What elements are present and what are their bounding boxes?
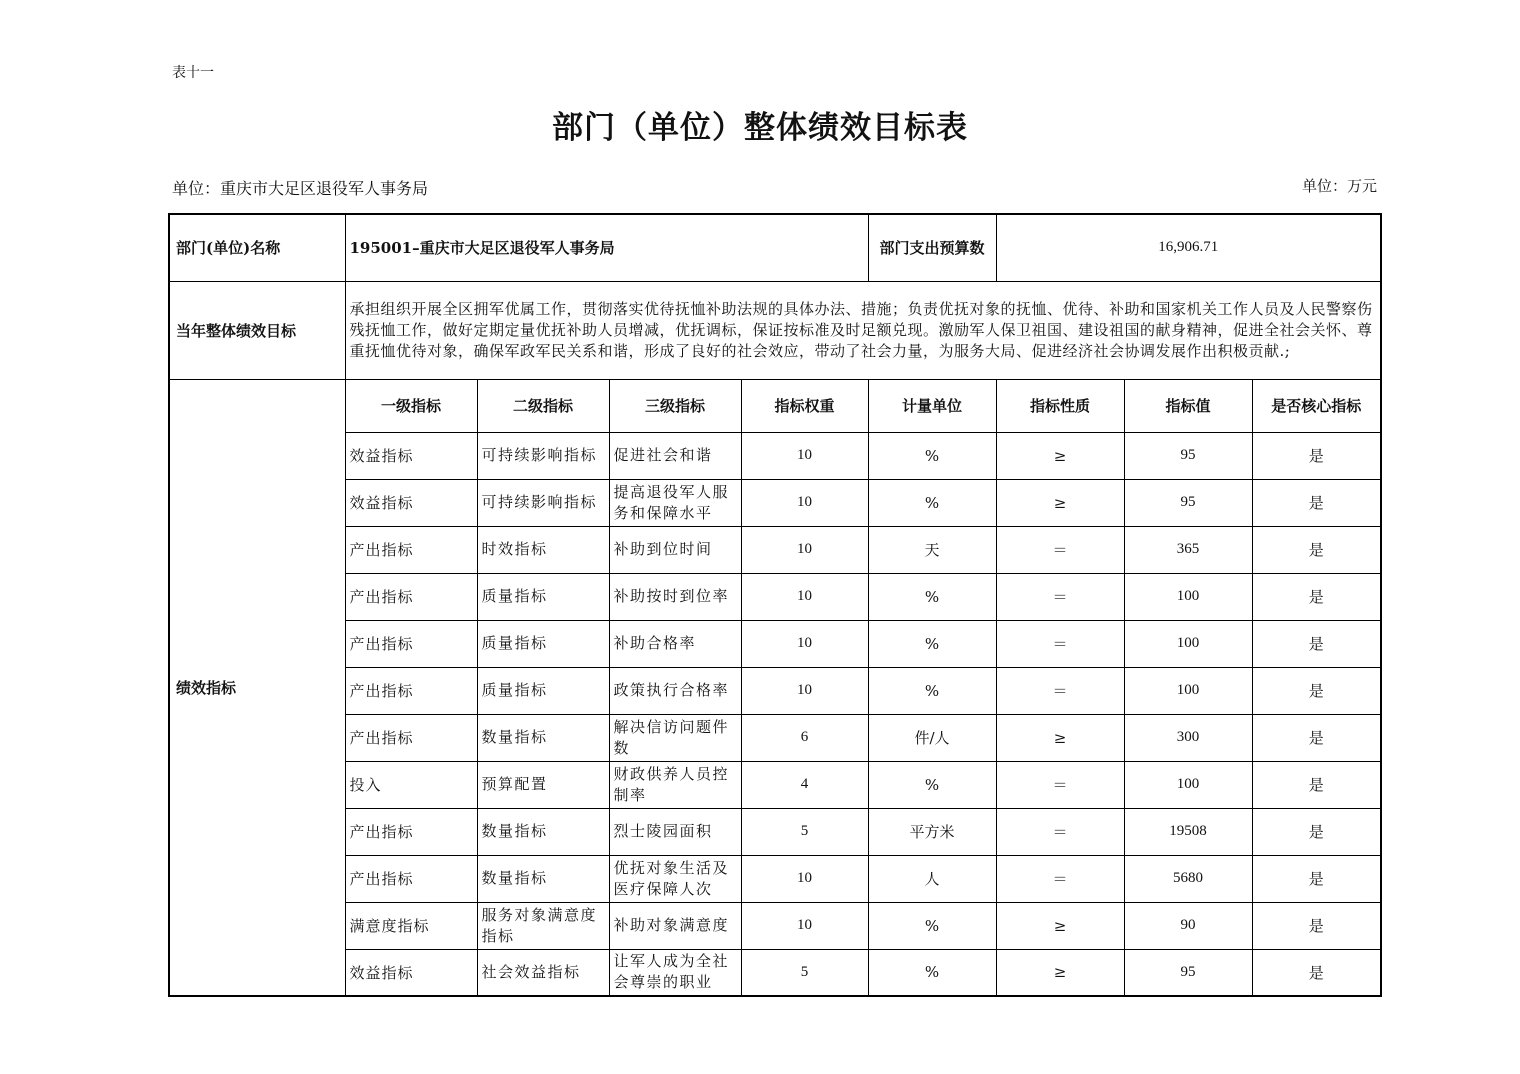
- indicator-core: 是: [1252, 949, 1381, 996]
- indicator-value: 100: [1124, 573, 1252, 620]
- indicator-level3: 烈士陵园面积: [609, 808, 741, 855]
- indicator-level3: 政策执行合格率: [609, 667, 741, 714]
- indicator-unit: 人: [868, 855, 996, 902]
- indicator-unit: %: [868, 761, 996, 808]
- indicator-value: 5680: [1124, 855, 1252, 902]
- indicator-core: 是: [1252, 855, 1381, 902]
- unit-currency: 单位：万元: [1301, 177, 1377, 195]
- indicator-value: 90: [1124, 902, 1252, 949]
- indicator-weight: 10: [741, 620, 868, 667]
- indicator-level1: 投入: [345, 761, 477, 808]
- indicator-nature: ＝: [996, 761, 1124, 808]
- goal-text: 承担组织开展全区拥军优属工作，贯彻落实优待抚恤补助法规的具体办法、措施；负责优抚对象的抚恤、优待、补助和国家机关工作人员及人民警察伤残抚恤工作，做好定期定量优抚补助人员增减，优抚调标，保证按标准及时足额兑现。激励军人保卫祖国、建设祖国的献身精神，促进全社会关怀、尊重抚恤优待对象，确保军政军民关系和谐，形成了良好的社会效应，带动了社会力量，为服务大局、促进经济社会协调发展作出积极贡献.;: [345, 281, 1381, 379]
- indicator-weight: 10: [741, 479, 868, 526]
- dept-name-label: 部门(单位)名称: [169, 214, 345, 281]
- indicator-level1: 产出指标: [345, 620, 477, 667]
- indicator-value: 95: [1124, 479, 1252, 526]
- indicator-value: 95: [1124, 949, 1252, 996]
- table-row: [169, 573, 1381, 620]
- indicator-core: 是: [1252, 526, 1381, 573]
- indicator-weight: 10: [741, 573, 868, 620]
- indicator-nature: ≥: [996, 949, 1124, 996]
- table-row: [169, 855, 1381, 902]
- indicator-level3: 补助按时到位率: [609, 573, 741, 620]
- indicator-level3: 补助合格率: [609, 620, 741, 667]
- table-row: [169, 761, 1381, 808]
- indicator-core: 是: [1252, 808, 1381, 855]
- indicator-unit: %: [868, 573, 996, 620]
- indicator-level1: 产出指标: [345, 573, 477, 620]
- indicator-level2: 预算配置: [477, 761, 609, 808]
- indicator-core: 是: [1252, 902, 1381, 949]
- indicator-value: 300: [1124, 714, 1252, 761]
- table-row: [169, 526, 1381, 573]
- indicator-unit: 件/人: [868, 714, 996, 761]
- indicator-nature: ＝: [996, 667, 1124, 714]
- column-header: 指标值: [1124, 379, 1252, 432]
- indicator-weight: 10: [741, 902, 868, 949]
- indicator-level2: 数量指标: [477, 714, 609, 761]
- indicator-nature: ＝: [996, 855, 1124, 902]
- indicator-unit: %: [868, 667, 996, 714]
- indicator-level3: 补助对象满意度: [609, 902, 741, 949]
- indicator-header-row: [169, 379, 1381, 432]
- indicator-core: 是: [1252, 479, 1381, 526]
- column-header: 计量单位: [868, 379, 996, 432]
- indicator-level2: 质量指标: [477, 573, 609, 620]
- indicator-core: 是: [1252, 667, 1381, 714]
- goal-label: 当年整体绩效目标: [169, 281, 345, 379]
- indicator-weight: 5: [741, 949, 868, 996]
- indicator-level2: 质量指标: [477, 620, 609, 667]
- indicator-level2: 社会效益指标: [477, 949, 609, 996]
- indicator-level2: 时效指标: [477, 526, 609, 573]
- indicator-weight: 4: [741, 761, 868, 808]
- table-row: [169, 808, 1381, 855]
- indicator-nature: ＝: [996, 526, 1124, 573]
- indicator-value: 365: [1124, 526, 1252, 573]
- indicator-nature: ≥: [996, 432, 1124, 479]
- table-number: 表十一: [172, 65, 214, 81]
- indicator-nature: ＝: [996, 573, 1124, 620]
- indicator-unit: %: [868, 902, 996, 949]
- indicator-weight: 10: [741, 855, 868, 902]
- indicator-level1: 效益指标: [345, 479, 477, 526]
- indicator-unit: %: [868, 479, 996, 526]
- indicator-unit: 天: [868, 526, 996, 573]
- indicator-core: 是: [1252, 761, 1381, 808]
- table-row: [169, 620, 1381, 667]
- column-header: 三级指标: [609, 379, 741, 432]
- indicator-core: 是: [1252, 573, 1381, 620]
- indicator-unit: %: [868, 949, 996, 996]
- indicator-weight: 10: [741, 432, 868, 479]
- indicator-unit: 平方米: [868, 808, 996, 855]
- indicator-level3: 优抚对象生活及医疗保障人次: [609, 855, 741, 902]
- indicator-weight: 6: [741, 714, 868, 761]
- indicator-nature: ≥: [996, 714, 1124, 761]
- table-row: [169, 902, 1381, 949]
- indicator-level2: 服务对象满意度指标: [477, 902, 609, 949]
- dept-name-row: [169, 214, 1381, 281]
- indicator-level3: 解决信访问题件数: [609, 714, 741, 761]
- column-header: 指标权重: [741, 379, 868, 432]
- table-row: [169, 714, 1381, 761]
- indicator-level2: 数量指标: [477, 808, 609, 855]
- indicator-level3: 财政供养人员控制率: [609, 761, 741, 808]
- indicator-level2: 数量指标: [477, 855, 609, 902]
- indicator-core: 是: [1252, 620, 1381, 667]
- indicator-level1: 产出指标: [345, 808, 477, 855]
- performance-table: [168, 213, 1382, 997]
- indicator-level1: 产出指标: [345, 714, 477, 761]
- indicator-value: 100: [1124, 667, 1252, 714]
- indicator-level3: 提高退役军人服务和保障水平: [609, 479, 741, 526]
- indicator-core: 是: [1252, 714, 1381, 761]
- table-row: [169, 432, 1381, 479]
- column-header: 二级指标: [477, 379, 609, 432]
- indicator-level3: 补助到位时间: [609, 526, 741, 573]
- page-title: 部门（单位）整体绩效目标表: [552, 110, 968, 146]
- indicator-weight: 5: [741, 808, 868, 855]
- goal-row: [169, 281, 1381, 379]
- indicator-section-label: 绩效指标: [169, 379, 345, 996]
- indicator-level3: 让军人成为全社会尊崇的职业: [609, 949, 741, 996]
- indicator-level1: 效益指标: [345, 432, 477, 479]
- indicator-weight: 10: [741, 526, 868, 573]
- indicator-level1: 产出指标: [345, 855, 477, 902]
- indicator-level1: 满意度指标: [345, 902, 477, 949]
- indicator-value: 95: [1124, 432, 1252, 479]
- indicator-value: 19508: [1124, 808, 1252, 855]
- indicator-level1: 产出指标: [345, 667, 477, 714]
- table-row: [169, 949, 1381, 996]
- column-header: 是否核心指标: [1252, 379, 1381, 432]
- indicator-nature: ≥: [996, 479, 1124, 526]
- indicator-unit: %: [868, 620, 996, 667]
- indicator-level2: 可持续影响指标: [477, 479, 609, 526]
- unit-organization: 单位：重庆市大足区退役军人事务局: [172, 179, 429, 198]
- column-header: 一级指标: [345, 379, 477, 432]
- indicator-unit: %: [868, 432, 996, 479]
- indicator-level1: 效益指标: [345, 949, 477, 996]
- indicator-level2: 可持续影响指标: [477, 432, 609, 479]
- indicator-level3: 促进社会和谐: [609, 432, 741, 479]
- indicator-nature: ＝: [996, 808, 1124, 855]
- indicator-core: 是: [1252, 432, 1381, 479]
- table-row: [169, 667, 1381, 714]
- budget-value: 16,906.71: [996, 214, 1381, 281]
- dept-name-value: 195001–重庆市大足区退役军人事务局: [345, 214, 868, 281]
- column-header: 指标性质: [996, 379, 1124, 432]
- indicator-nature: ≥: [996, 902, 1124, 949]
- budget-label: 部门支出预算数: [868, 214, 996, 281]
- indicator-value: 100: [1124, 761, 1252, 808]
- indicator-nature: ＝: [996, 620, 1124, 667]
- table-row: [169, 479, 1381, 526]
- indicator-weight: 10: [741, 667, 868, 714]
- indicator-level1: 产出指标: [345, 526, 477, 573]
- indicator-value: 100: [1124, 620, 1252, 667]
- indicator-level2: 质量指标: [477, 667, 609, 714]
